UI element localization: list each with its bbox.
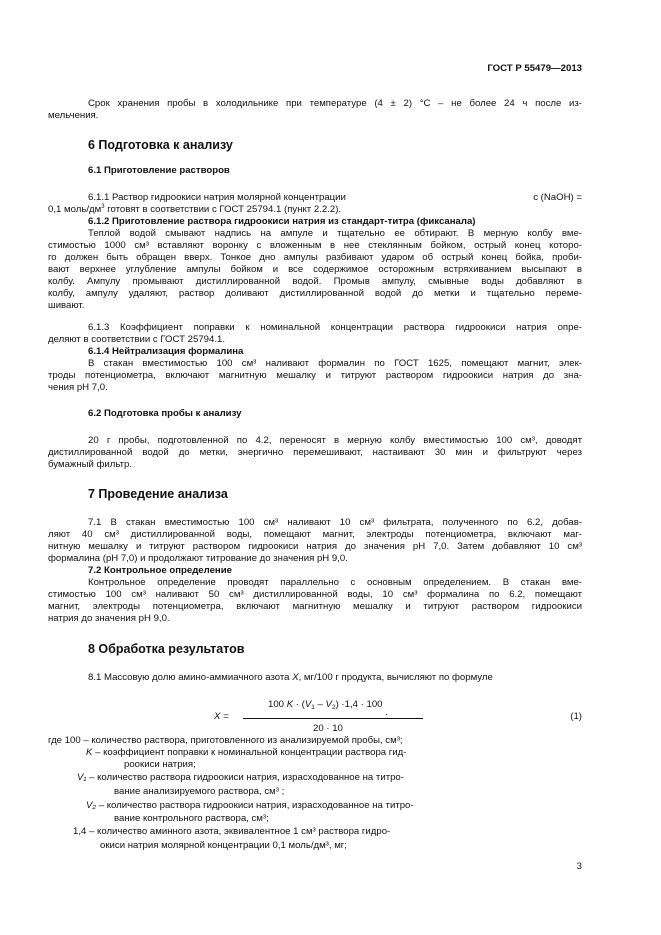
where-item-cont: вание анализируемого раствора, см³ ; (114, 786, 285, 797)
p72-line: натрия до значения рН 9,0. (48, 613, 170, 624)
formula-sub: 2 (331, 704, 336, 711)
section-6-1-2-title: 6.1.2 Приготовление раствора гидроокиси натрия из стандарт-титра (фиксанала) (88, 216, 476, 227)
section-7-2-title: 7.2 Контрольное определение (88, 565, 232, 576)
where-item (86, 747, 406, 759)
where-item-cont: роокиси натрия; (124, 759, 196, 770)
section-6-title: 6 Подготовка к анализу (88, 138, 233, 152)
section-7-title: 7 Проведение анализа (88, 487, 228, 501)
formula-sub: 1 (311, 704, 315, 711)
storage-line-1: Срок хранения пробы в холодильнике при температуре (4 ± 2) °С – не более 24 ч после из- (88, 98, 582, 109)
p81-var-x: X (292, 672, 299, 683)
p612-line: стимостью 1000 см³ вставляют воронку с вложенным в нее стеклянным бойком, острый конец которо- (48, 240, 582, 251)
p611-rest: готовят в соответствии с ГОСТ 25794.1 (пункт 2.2.2). (104, 204, 342, 215)
p71-line: нитную мешалку и титруют раствором гидроокиси натрия до значения рН 7,0. Затем добавляют 10 см³ (48, 541, 582, 552)
p71-line: 7.1 В стакан вместимостью 100 см³ наливают 10 см³ фильтрата, полученного по 6.2, добав- (88, 517, 582, 528)
fraction-bar (243, 718, 423, 719)
formula-lhs (214, 711, 229, 723)
formula-dot: . (385, 707, 388, 718)
section-8-title: 8 Обработка результатов (88, 642, 245, 656)
p611-text-b: с (NaOH) = (533, 192, 582, 203)
where-item (77, 772, 404, 784)
p71-line: формалина (рН 7,0) и продолжают титрование до значения рН 9,0. (48, 553, 348, 564)
p613-line: 6.1.3 Коэффициент поправки к номинальной концентрации раствора гидроокиси натрия опре- (88, 322, 582, 333)
formula-num-part: – (314, 699, 326, 710)
where-text: коэффициент поправки к номинальной концентрации раствора гид- (100, 747, 407, 758)
where-text: количество раствора гидроокиси натрия, израсходованное на титро- (104, 800, 414, 811)
where-symbol: V₁ – (77, 772, 95, 783)
section-6-2-title: 6.2 Подготовка пробы к анализу (88, 408, 242, 419)
formula-lhs-text: X = (214, 711, 229, 722)
p612-line: шивают. (48, 300, 85, 311)
p81-text-b: , мг/100 г продукта, вычисляют по формуле (298, 672, 493, 683)
where-item-cont: вание контрольного раствора, см³; (114, 813, 269, 824)
p81-text-a: 8.1 Массовую долю амино-аммиачного азота (88, 672, 293, 683)
formula-num-part: ) ·1,4 · 100 (335, 699, 383, 710)
p612-line: колбу, ампулу удаляют, раствор доливают дистиллированной водой до метки и тщательно переме- (48, 288, 582, 299)
section-6-1-title: 6.1 Приготовление растворов (88, 165, 230, 176)
where-item-cont: окиси натрия молярной концентрации 0,1 моль/дм³, мг; (100, 840, 347, 851)
formula-var-v1: V (304, 699, 312, 710)
p611-text-a: 6.1.1 Раствор гидроокиси натрия молярной концентрации (88, 192, 346, 203)
p612-line: колбу. Ампулу промывают дистиллированной водой. Промыв ампулу, смывные воды добавляют в (48, 276, 582, 287)
p71-line: ляют 40 см³ дистиллированной воды, помещают магнит, электроды потенциометра, включают маг- (48, 529, 582, 540)
p62-line: дистиллированной водой до метки, энергично перемешивают, настаивают 30 мин и фильтруют через (48, 447, 582, 458)
where-text: количество раствора гидроокиси натрия, израсходованное на титро- (94, 772, 404, 783)
p611-unit-sup: 3 (101, 204, 105, 210)
formula-num-part: · ( (293, 699, 305, 710)
formula-var-v2: V (325, 699, 332, 710)
p614-line: троды потенциометра, включают магнитную мешалку и титруют раствором гидроокиси натрия до зна- (48, 370, 582, 381)
where-symbol: V₂ – (86, 800, 105, 811)
p612-line: Теплой водой смывают надпись на ампуле и тщательно ее обтирают. В мерную колбу вме- (88, 228, 582, 239)
p81-line (88, 672, 493, 684)
where-item (48, 735, 403, 747)
p72-line: стимостью 100 см³ наливают 50 см³ дистиллированной воды, 10 см³ формалина по 6.2, помещают (48, 589, 582, 600)
standard-number: ГОСТ Р 55479—2013 (487, 63, 582, 74)
where-item (86, 800, 414, 812)
p611-line-2 (48, 204, 341, 216)
formula-num-part: 100 (268, 699, 287, 710)
p62-line: бумажный фильтр. (48, 459, 133, 470)
p614-line: В стакан вместимостью 100 см³ наливают формалин по ГОСТ 1625, помещают магнит, элек- (88, 358, 582, 369)
where-item (73, 826, 390, 838)
where-symbol: где 100 – (48, 735, 89, 746)
where-symbol: K – (86, 747, 101, 758)
where-symbol: 1,4 – (73, 826, 95, 837)
p613-line: деляют в соответствии с ГОСТ 25794.1. (48, 334, 225, 345)
p72-line: магнит, электроды потенциометра, включают магнитную мешалку и титруют раствором гидроокиси (48, 601, 582, 612)
formula-var-k: K (286, 699, 294, 710)
where-text: количество раствора, приготовленного из анализируемой пробы, см³; (88, 735, 403, 746)
formula-numerator (268, 699, 383, 711)
p72-line: Контрольное определение проводят параллельно с основным определением. В стакан вме- (88, 577, 582, 588)
p614-line: чения рН 7,0. (48, 382, 108, 393)
p612-line: го должен быть обращен вверх. Тонкое дно ампулы разбивают ударом об острый конец бойка, проби- (48, 252, 582, 263)
p611-unit: 0,1 моль/дм (48, 204, 102, 215)
equation-number: (1) (570, 711, 582, 722)
section-6-1-4-title: 6.1.4 Нейтрализация формалина (88, 346, 244, 357)
page-number: 3 (576, 861, 582, 872)
p612-line: вают верхнее углубление ампулы бойком и все содержимое осторожным встряхиванием высыпают в (48, 264, 582, 275)
formula-denominator: 20 · 10 (313, 723, 343, 734)
p62-line: 20 г пробы, подготовленной по 4.2, переносят в мерную колбу вместимостью 100 см³, доводят (88, 435, 582, 446)
where-text: количество аминного азота, эквивалентное 1 см³ раствора гидро- (94, 826, 391, 837)
storage-line-2: мельчения. (48, 110, 99, 121)
